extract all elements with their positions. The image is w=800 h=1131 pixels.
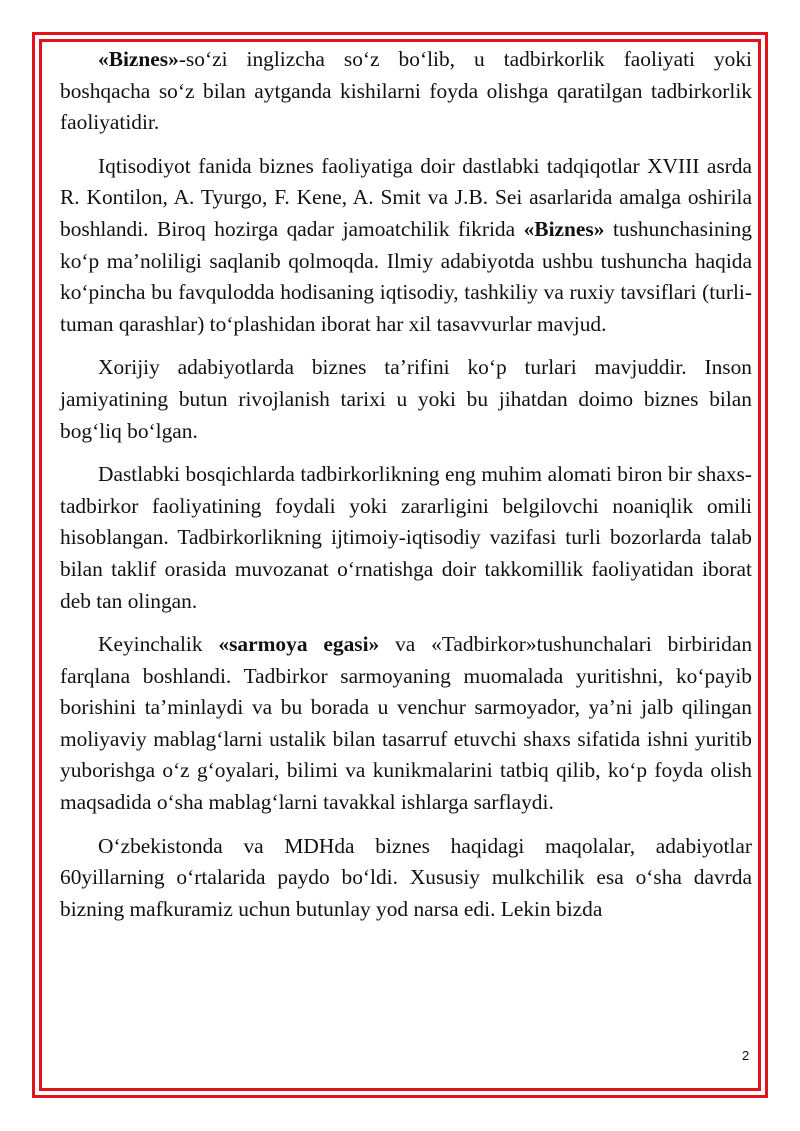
- paragraph-6: [60, 831, 752, 926]
- paragraph-text: Xorijiy adabiyotlarda biznes ta’rifini ko‘p turlari mavjuddir. Inson jamiyatining butun rivojlanish tarixi u yoki bu jihatdan doimo biznes bilan bog‘liq bo‘lgan.: [60, 355, 752, 443]
- page-number: 2: [742, 1048, 750, 1063]
- paragraph-text: -so‘zi inglizcha so‘z bo‘lib, u tadbirkorlik faoliyati yoki boshqacha so‘z bilan aytganda kishilarni foyda olishga qaratilgan tadbirkorlik faoliyatidir.: [60, 47, 752, 135]
- paragraph-text: va «Tadbirkor»tushunchalari birbiridan farqlana boshlandi. Tadbirkor sarmoyaning muomalada yuritishni, ko‘payib borishini ta’minlaydi va bu borada u venchur sarmoyador, ya’ni jalb qilingan moliyaviy mablag‘larni ustalik bilan tasarruf etuvchi shaxs sifatida ishni yuritib yuborishga o‘z g‘oyalari, bilimi va kunikmalarini tatbiq qilib, ko‘p foyda olish maqsadida o‘sha mablag‘larni tavakkal ishlarga sarflaydi.: [60, 632, 753, 815]
- bold-term: «Biznes»: [523, 216, 605, 241]
- paragraph-4: [60, 459, 752, 617]
- bold-term: «sarmoya egasi»: [218, 632, 380, 657]
- paragraph-5: [60, 629, 752, 819]
- paragraph-text: Keyinchalik: [98, 632, 219, 657]
- paragraph-text: tushunchasining ko‘p ma’noliligi saqlanib qolmoqda. Ilmiy adabiyotda ushbu tushuncha haqida ko‘pincha bu favqulodda hodisaning iqtisodiy, tashkiliy va ruxiy tavsiflari (turli-tuman qarashlar) to‘plashidan iborat har xil tasavvurlar mavjud.: [60, 216, 752, 336]
- bold-term: «Biznes»: [98, 47, 179, 71]
- paragraph-text: Dastlabki bosqichlarda tadbirkorlikning eng muhim alomati biron bir shaxs-tadbirkor faoliyatining foydali yoki zararligini belgilovchi noaniqlik omili hisoblangan. Tadbirkorlikning ijtimoiy-iqtisodiy vazifasi turli bozorlarda talab bilan taklif orasida muvozanat o‘rnatishga doir takkomillik faoliyatidan iborat deb tan olingan.: [60, 462, 752, 613]
- document-body: [60, 44, 752, 937]
- paragraph-text: O‘zbekistonda va MDHda biznes haqidagi maqolalar, adabiyotlar 60yillarning o‘rtalarida paydo bo‘ldi. Xususiy mulkchilik esa o‘sha davrda bizning mafkuramiz uchun butunlay yod narsa edi. Lekin bizda: [60, 833, 752, 921]
- paragraph-text: Iqtisodiyot fanida biznes faoliyatiga doir dastlabki tadqiqotlar XVIII asrda R. Kontilon, A. Tyurgo, F. Kene, A. Smit va J.B. Sei asarlarida amalga oshirila boshlandi. Biroq hozirga qadar jamoatchilik fikrida: [60, 153, 752, 241]
- paragraph-2: [60, 151, 752, 341]
- paragraph-3: [60, 352, 752, 447]
- paragraph-1: [60, 44, 752, 139]
